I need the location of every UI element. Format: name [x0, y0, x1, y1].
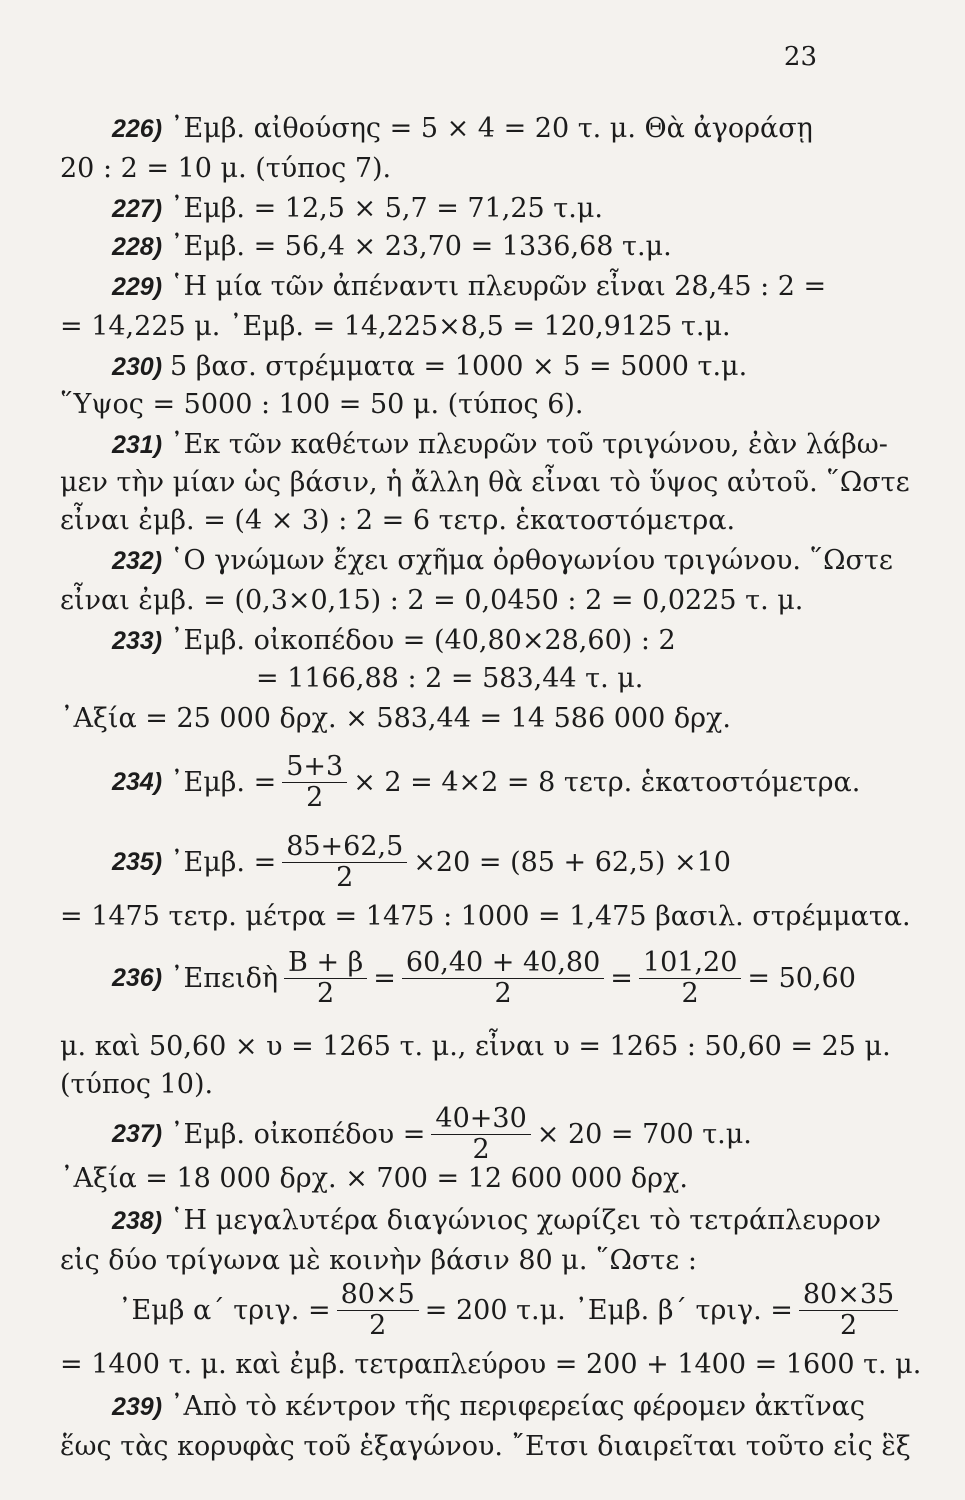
equals-sign: =	[373, 963, 396, 994]
denominator: 2	[306, 782, 324, 813]
line-text: ᾿Εκ τῶν καθέτων πλευρῶν τοῦ τριγώνου, ἐὰν λάβω-	[170, 429, 888, 460]
text-line: εἶναι ἐμβ. = (0,3×0,15) : 2 = 0,0450 : 2 = 0,0225 τ. μ.	[60, 585, 804, 616]
problem-number: 238)	[112, 1207, 163, 1235]
text-line: 20 : 2 = 10 μ. (τύπος 7).	[60, 153, 392, 184]
problem-number: 227)	[112, 195, 163, 223]
fraction	[284, 948, 367, 1009]
problem-number: 235)	[112, 848, 163, 876]
denominator: 2	[336, 862, 354, 893]
equation-suffix: ×20 = (85 + 62,5) ×10	[413, 847, 731, 878]
fraction	[402, 948, 604, 1009]
numerator: 5+3	[282, 752, 347, 783]
equation-prefix: ᾿Εμβ. οἰκοπέδου =	[170, 1119, 426, 1150]
line-text: ῾Ο γνώμων ἔχει σχῆμα ὀρθογωνίου τριγώνου. ῞Ωστε	[170, 545, 893, 576]
problem-number: 230)	[112, 353, 163, 381]
numerator: 85+62,5	[282, 832, 407, 863]
equation-prefix: ᾿Επειδὴ	[170, 963, 279, 994]
numerator: Β + β	[284, 948, 367, 979]
line-text: ῾Η μία τῶν ἀπέναντι πλευρῶν εἶναι 28,45 : 2 =	[170, 271, 827, 302]
text-line: = 1475 τετρ. μέτρα = 1475 : 1000 = 1,475 βασιλ. στρέμματα.	[60, 901, 911, 932]
problem-231	[60, 428, 892, 462]
equation-suffix: × 20 = 700 τ.μ.	[536, 1119, 752, 1150]
equation-middle: = 200 τ.μ. ᾿Εμβ. β΄ τριγ. =	[424, 1295, 793, 1326]
problem-number: 239)	[112, 1393, 163, 1421]
equals-sign: =	[610, 963, 633, 994]
problem-233	[60, 624, 892, 658]
problem-236	[60, 947, 856, 1009]
line-text: ᾿Απὸ τὸ κέντρον τῆς περιφερείας φέρομεν ἀκτῖνας	[170, 1391, 865, 1422]
numerator: 60,40 + 40,80	[402, 948, 604, 979]
text-line: ᾿Αξία = 18 000 δρχ. × 700 = 12 600 000 δρχ.	[60, 1163, 688, 1194]
fraction	[799, 1280, 898, 1341]
problem-number: 231)	[112, 431, 163, 459]
fraction	[282, 752, 347, 813]
line-text: ᾿Εμβ. = 12,5 × 5,7 = 71,25 τ.μ.	[170, 193, 603, 224]
text-line: ᾿Αξία = 25 000 δρχ. × 583,44 = 14 586 000 δρχ.	[60, 703, 731, 734]
problem-228	[60, 230, 892, 264]
denominator: 2	[472, 1134, 490, 1165]
text-line: ῞Υψος = 5000 : 100 = 50 μ. (τύπος 6).	[60, 389, 584, 420]
line-text: ῾Η μεγαλυτέρα διαγώνιος χωρίζει τὸ τετράπλευρον	[170, 1205, 882, 1236]
equation-suffix: × 2 = 4×2 = 8 τετρ. ἑκατοστόμετρα.	[353, 767, 861, 798]
line-text: ᾿Εμβ. αἰθούσης = 5 × 4 = 20 τ. μ. Θὰ ἀγοράσῃ	[170, 113, 813, 144]
problem-238	[60, 1204, 892, 1238]
denominator: 2	[681, 978, 699, 1009]
fraction	[431, 1104, 530, 1165]
text-line: = 1400 τ. μ. καὶ ἐμβ. τετραπλεύρου = 200 + 1400 = 1600 τ. μ.	[60, 1349, 922, 1380]
denominator: 2	[494, 978, 512, 1009]
problem-237	[60, 1104, 850, 1165]
fraction	[337, 1280, 419, 1341]
text-line: εἶναι ἐμβ. = (4 × 3) : 2 = 6 τετρ. ἑκατοστόμετρα.	[60, 505, 736, 536]
equation-prefix: ᾿Εμβ. =	[170, 847, 277, 878]
problem-number: 228)	[112, 233, 163, 261]
text-line: εἰς δύο τρίγωνα μὲ κοινὴν βάσιν 80 μ. ῞Ωστε :	[60, 1245, 697, 1276]
problem-227	[60, 192, 892, 226]
numerator: 101,20	[639, 948, 741, 979]
problem-number: 229)	[112, 273, 163, 301]
problem-number: 232)	[112, 547, 163, 575]
equation-prefix: ᾿Εμβ. =	[170, 767, 277, 798]
denominator: 2	[317, 978, 335, 1009]
problem-226	[60, 112, 892, 146]
text-line: = 14,225 μ. ᾿Εμβ. = 14,225×8,5 = 120,9125 τ.μ.	[60, 311, 731, 342]
numerator: 80×35	[799, 1280, 898, 1311]
text-line: = 1166,88 : 2 = 583,44 τ. μ.	[256, 663, 644, 694]
text-line: ἕως τὰς κορυφὰς τοῦ ἑξαγώνου. ῎Ετσι διαιρεῖται τοῦτο εἰς ἓξ	[60, 1431, 911, 1462]
line-text: ᾿Εμβ. οἰκοπέδου = (40,80×28,60) : 2	[170, 625, 676, 656]
text-line: (τύπος 10).	[60, 1069, 214, 1100]
numerator: 40+30	[431, 1104, 530, 1135]
denominator: 2	[839, 1310, 858, 1341]
numerator: 80×5	[337, 1280, 419, 1311]
denominator: 2	[369, 1310, 387, 1341]
problem-number: 233)	[112, 627, 163, 655]
page-number: 23	[783, 42, 817, 72]
fraction	[282, 832, 407, 893]
problem-232	[60, 544, 892, 578]
line-text: 5 βασ. στρέμματα = 1000 × 5 = 5000 τ.μ.	[170, 351, 748, 382]
problem-230	[60, 350, 892, 384]
equation-suffix: = 50,60	[747, 963, 856, 994]
problem-234	[60, 751, 861, 813]
text-line: μεν τὴν μίαν ὡς βάσιν, ἡ ἄλλη θὰ εἶναι τὸ ὕψος αὐτοῦ. ῞Ωστε	[60, 467, 910, 498]
fraction	[639, 948, 741, 1009]
problem-235	[60, 832, 850, 893]
problem-229	[60, 270, 892, 304]
line-text: ᾿Εμβ. = 56,4 × 23,70 = 1336,68 τ.μ.	[170, 231, 672, 262]
problem-number: 226)	[112, 115, 163, 143]
problem-239	[60, 1390, 892, 1424]
problem-number: 234)	[112, 768, 163, 796]
problem-number: 236)	[112, 964, 163, 992]
text-line: μ. καὶ 50,60 × υ = 1265 τ. μ., εἶναι υ = 1265 : 50,60 = 25 μ.	[60, 1031, 891, 1062]
problem-number: 237)	[112, 1120, 163, 1148]
equation-prefix: ᾿Εμβ α΄ τριγ. =	[118, 1295, 331, 1326]
